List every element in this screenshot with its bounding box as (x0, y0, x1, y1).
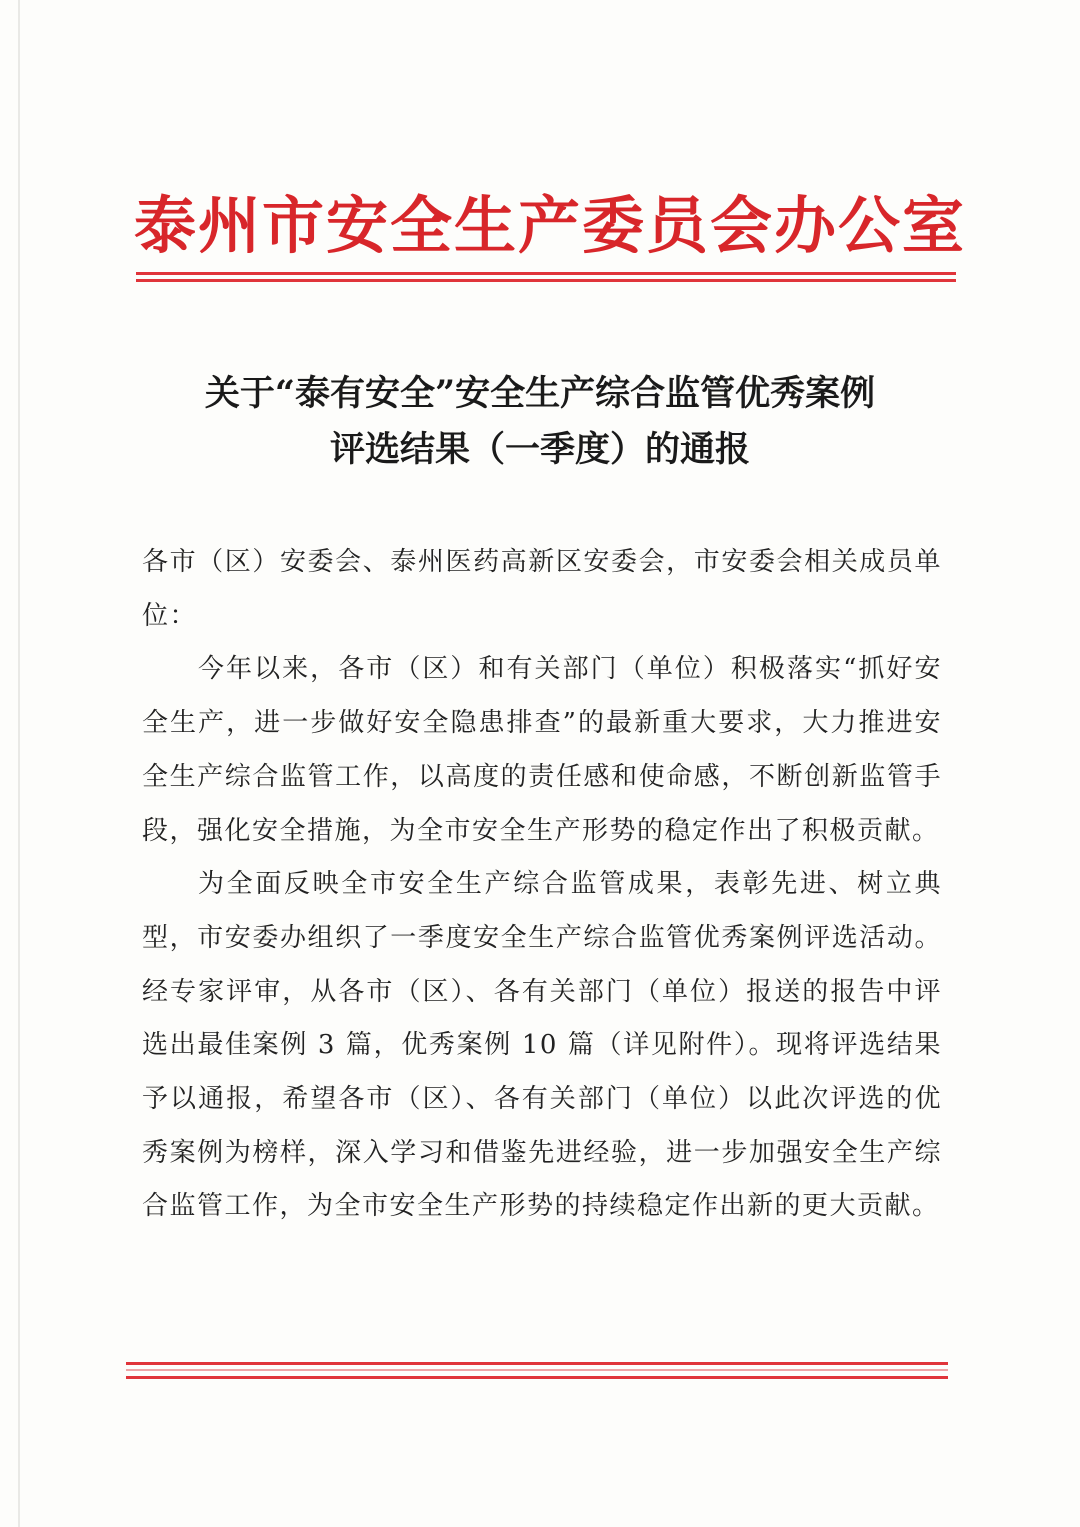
footer-red-rule-secondary (126, 1376, 948, 1379)
page-edge-shadow (18, 0, 20, 1527)
document-title (120, 366, 960, 478)
header-red-rule-secondary (136, 279, 956, 282)
document-body (142, 536, 942, 1234)
header-red-rule (136, 272, 956, 275)
document-title-line-1: 关于“泰有安全”安全生产综合监管优秀案例 (204, 373, 876, 414)
footer-red-rule-middle (126, 1369, 948, 1371)
body-paragraph: 今年以来，各市（区）和有关部门（单位）积极落实“抓好安全生产，进一步做好安全隐患排查”的最新重大要求，大力推进安全生产综合监管工作，以高度的责任感和使命感，不断创新监管手段，强化安全措施，为全市安全生产形势的稳定作出了积极贡献。 (142, 654, 942, 846)
document-title-line-2: 评选结果（一季度）的通报 (329, 429, 750, 470)
body-paragraph: 为全面反映全市安全生产综合监管成果，表彰先进、树立典型，市安委办组织了一季度安全生产综合监管优秀案例评选活动。经专家评审，从各市（区）、各有关部门（单位）报送的报告中评选出最佳案例 3 篇，优秀案例 10 篇（详见附件）。现将评选结果予以通报，希望各市（区）、各有关部门（单位）以此次评选的优秀案例为榜样，深入学习和借鉴先进经验，进一步加强安全生产综合监管工作，为全市安全生产形势的持续稳定作出新的更大贡献。 (142, 869, 942, 1222)
footer-red-rule (126, 1362, 948, 1365)
issuing-organization-header: 泰州市安全生产委员会办公室 (134, 189, 967, 262)
salutation: 各市（区）安委会、泰州医药高新区安委会，市安委会相关成员单位： (142, 547, 942, 631)
